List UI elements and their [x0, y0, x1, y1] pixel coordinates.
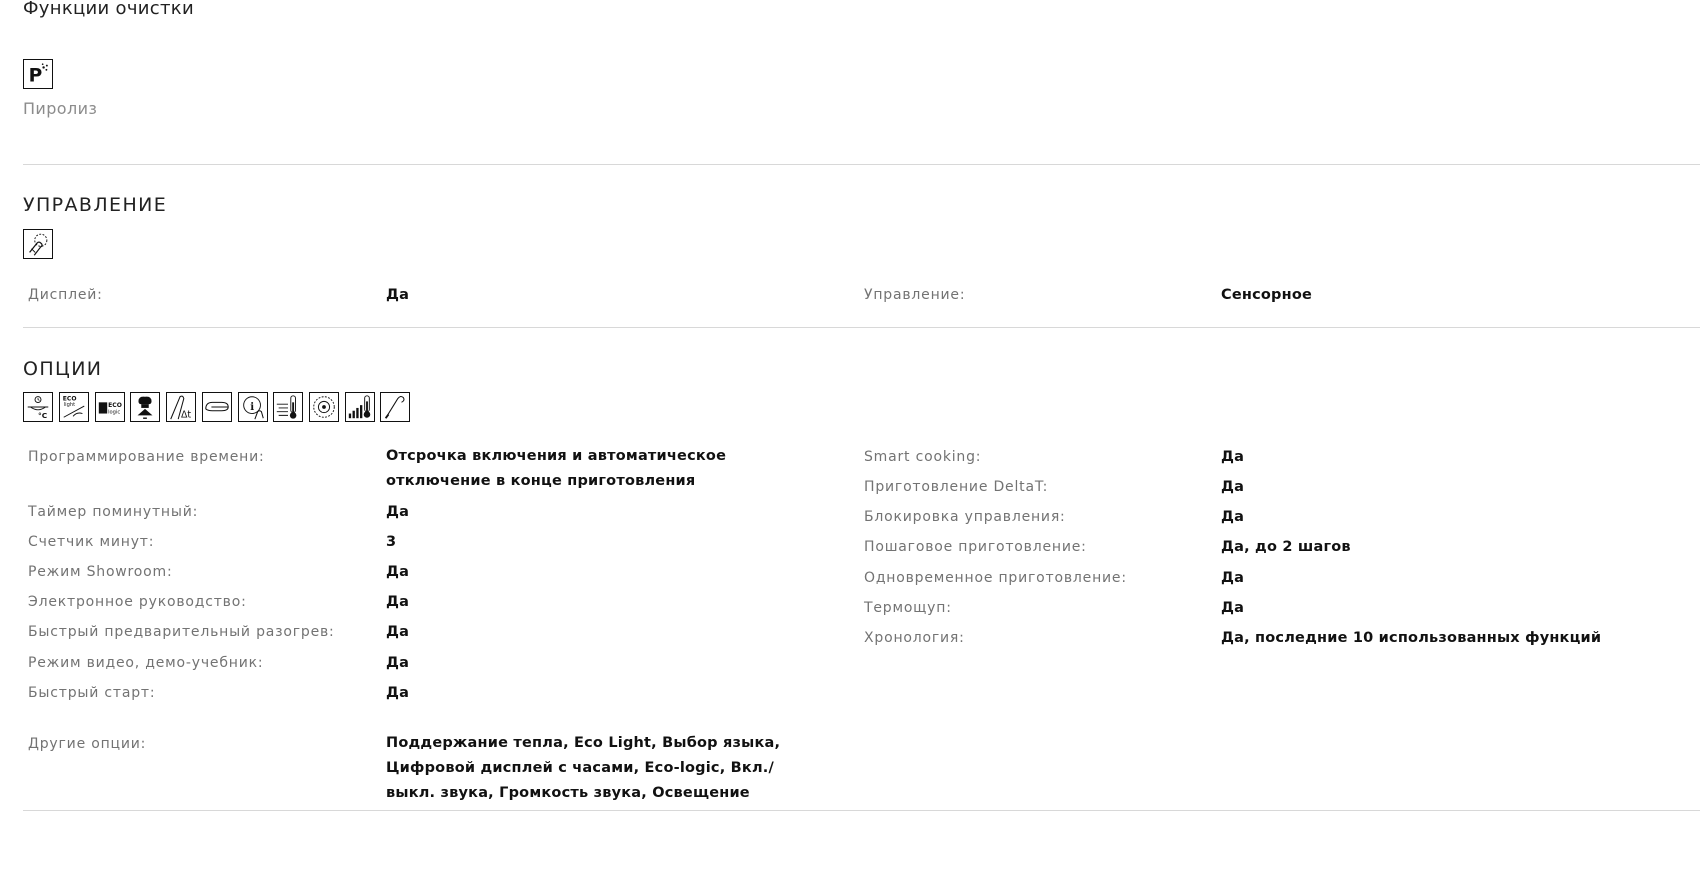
svg-text:i: i	[250, 400, 255, 413]
keep-warm-icon	[23, 392, 53, 422]
electronic-manual-label: Электронное руководство:	[28, 594, 247, 610]
thermo-probe-value: Да	[1221, 600, 1245, 616]
cleaning-section-title: Функции очистки	[23, 0, 194, 19]
showroom-mode-label: Режим Showroom:	[28, 564, 173, 580]
quick-start-label: Быстрый старт:	[28, 685, 156, 701]
smart-cooking-value: Да	[1221, 449, 1245, 465]
minute-timer-label: Таймер поминутный:	[28, 504, 199, 520]
control-section-title: УПРАВЛЕНИЕ	[23, 194, 168, 216]
control-type-label: Управление:	[864, 287, 966, 303]
svg-text:light: light	[63, 402, 76, 409]
delta-t-value: Да	[1221, 479, 1245, 495]
svg-text:Δt: Δt	[181, 409, 192, 421]
step-cooking-label: Пошаговое приготовление:	[864, 539, 1087, 555]
step-cooking-value: Да, до 2 шагов	[1221, 539, 1351, 555]
svg-text:logic: logic	[108, 409, 121, 416]
temperature-level-icon	[345, 392, 375, 422]
history-value: Да, последние 10 использованных функций	[1221, 630, 1602, 646]
delta-t-label: Приготовление DeltaT:	[864, 479, 1049, 495]
rapid-preheat-value: Да	[386, 624, 410, 640]
divider	[23, 810, 1700, 811]
display-value: Да	[386, 287, 410, 303]
video-demo-label: Режим видео, демо-учебник:	[28, 655, 264, 671]
chef-icon	[130, 392, 160, 422]
delta-t-icon	[166, 392, 196, 422]
time-programming-label: Программирование времени:	[28, 449, 265, 465]
touch-control-icon	[23, 229, 53, 259]
smart-cooking-label: Smart cooking:	[864, 449, 982, 465]
electronic-manual-value: Да	[386, 594, 410, 610]
rapid-preheat-icon	[273, 392, 303, 422]
probe-icon	[380, 392, 410, 422]
eco-logic-icon	[95, 392, 125, 422]
control-type-value: Сенсорное	[1221, 287, 1313, 303]
svg-text:ECO: ECO	[62, 395, 77, 403]
other-options-label: Другие опции:	[28, 736, 147, 752]
divider	[23, 327, 1700, 328]
other-options-value: Поддержание тепла, Eco Light, Выбор языка, Цифровой дисплей с часами, Eco-logic, Вкл./выкл. звука, Громкость звука, Освещение	[386, 735, 781, 801]
meat-probe-icon	[202, 392, 232, 422]
control-lock-value: Да	[1221, 509, 1245, 525]
svg-text:P: P	[28, 65, 43, 87]
display-label: Дисплей:	[28, 287, 103, 303]
pyrolysis-label: Пиролиз	[23, 99, 98, 118]
options-section-title: ОПЦИИ	[23, 358, 103, 380]
divider	[23, 164, 1700, 165]
eco-light-icon	[59, 392, 89, 422]
history-label: Хронология:	[864, 630, 965, 646]
minute-timer-value: Да	[386, 504, 410, 520]
time-programming-value: Отсрочка включения и автоматическое отключение в конце приготовления	[386, 448, 727, 489]
control-lock-label: Блокировка управления:	[864, 509, 1066, 525]
minute-counter-label: Счетчик минут:	[28, 534, 155, 550]
info-touch-icon	[238, 392, 268, 422]
video-demo-value: Да	[386, 655, 410, 671]
svg-text:ECO: ECO	[108, 402, 122, 409]
pyrolysis-icon	[23, 59, 53, 89]
minute-counter-value: 3	[386, 534, 397, 550]
simultaneous-cooking-value: Да	[1221, 570, 1245, 586]
svg-text:°C: °C	[38, 411, 48, 421]
quick-start-value: Да	[386, 685, 410, 701]
thermo-probe-label: Термощуп:	[864, 600, 952, 616]
showroom-mode-value: Да	[386, 564, 410, 580]
rapid-preheat-label: Быстрый предварительный разогрев:	[28, 624, 335, 640]
smart-cooking-icon	[309, 392, 339, 422]
simultaneous-cooking-label: Одновременное приготовление:	[864, 570, 1127, 586]
